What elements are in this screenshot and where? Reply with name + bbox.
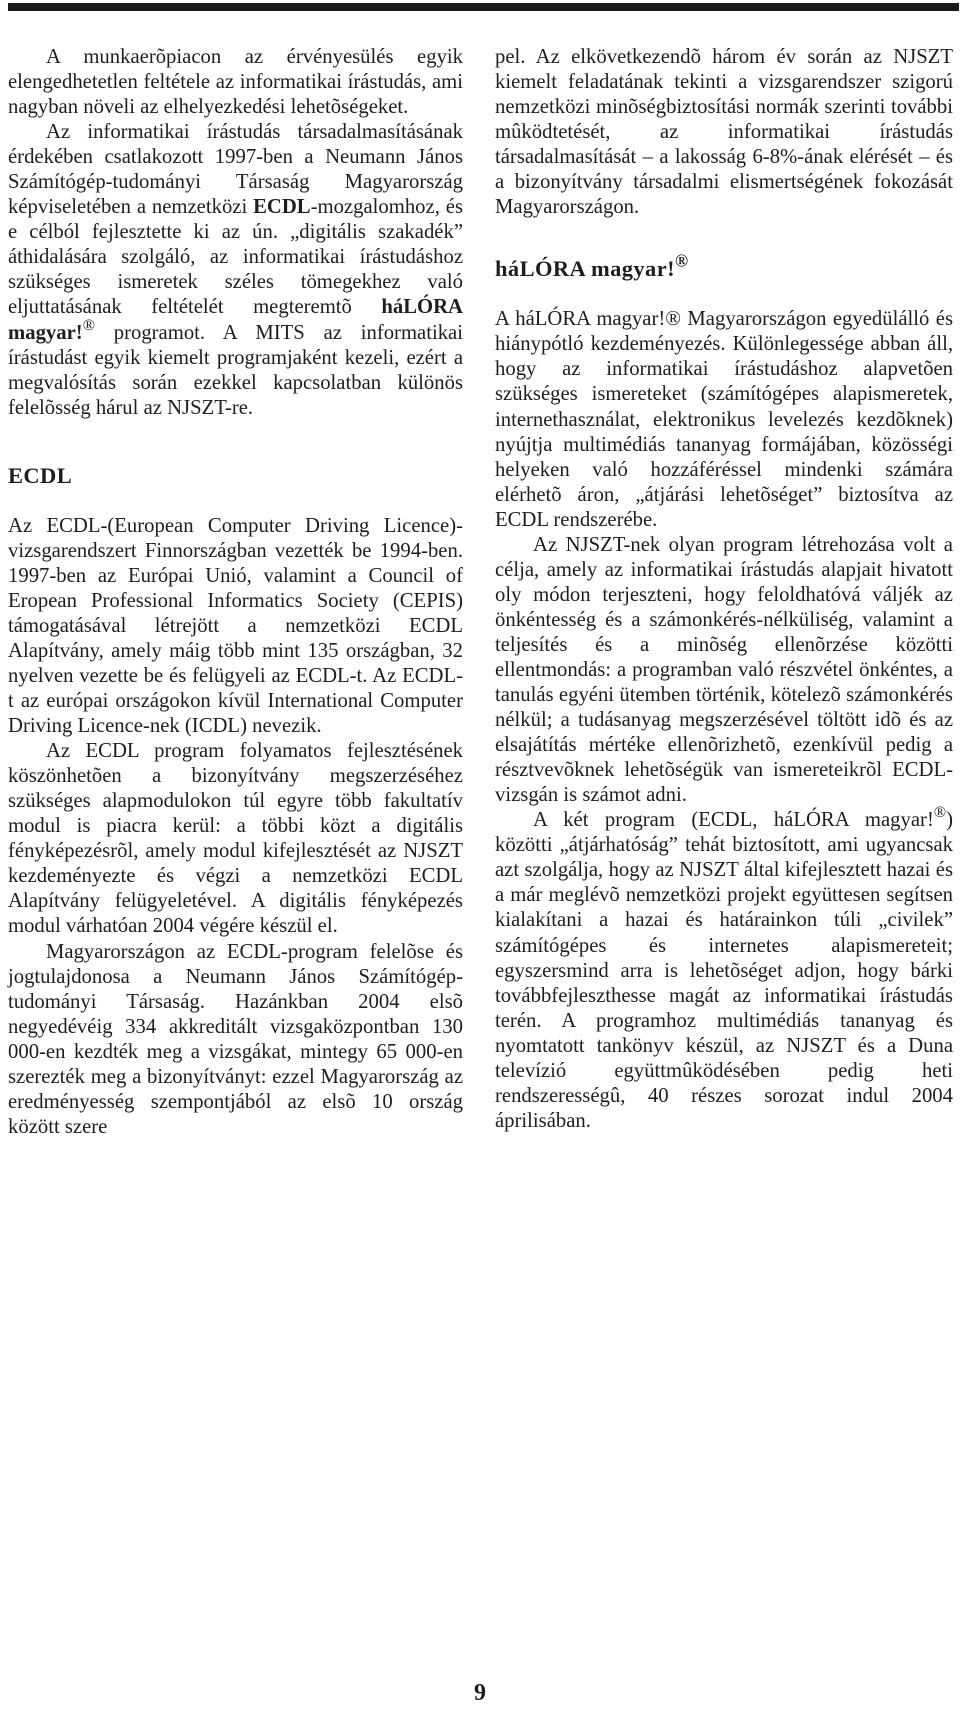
paragraph-continuation: pel. Az elkövetkezendõ három év során az NJSZT kiemelt feladatának tekinti a vizsgarendszer szigorú nemzetközi minõségbiztosítási normák szerinti további mûködtetését, az informatikai írástudás társadalmasítását – a lakosság 6-8%-ának elérését – és a bizonyítvány társadalmi elismertségének fokozását Magyarországon.	[495, 46, 953, 219]
text: A két program (ECDL, háLÓRA magyar!	[533, 809, 934, 832]
heading-halora	[495, 250, 953, 282]
page-number: 9	[474, 1680, 486, 1706]
paragraph-ecdl-development: Az ECDL program folyamatos fejlesztésének köszönhetõen a bizonyítvány megszerzéséhez szükséges alapmodulokon túl egyre több fakultatív modul is piacra kerül: a többi közt a digitális fényképezésrõl, amely modul kifejlesztését az NJSZT kezdeményezte és végzi a nemzetközi ECDL Alapítvány felügyeletével. A digitális fényképezés modul várhatóan 2004 végére készül el.	[8, 740, 463, 938]
heading-text: háLÓRA magyar!	[495, 256, 675, 282]
right-column	[495, 45, 953, 1134]
registered-mark: ®	[82, 316, 95, 334]
ecdl-bold: ECDL	[253, 196, 311, 219]
text: programot. A MITS az informatikai írástudást egyik kiemelt programjaként kezeli, ezért a megvalósítás során ezekkel kapcsolatban különös felelõsség hárul az NJSZT-re.	[8, 321, 463, 419]
registered-mark: ®	[933, 804, 947, 822]
paragraph-ecdl-hungary: Magyarországon az ECDL-program felelõse és jogtulajdonosa a Neumann János Számítógép-tudományi Társaság. Hazánkban 2004 elsõ negyedévéig 334 akkreditált vizsgaközpontban 130 000-en kezdték meg a vizsgákat, mintegy 65 000-en szerezték meg a bizonyítványt: ezzel Magyarország az eredményesség szempontjából az elsõ 10 ország között szere	[8, 940, 463, 1138]
text: ) közötti „átjárhatóság” tehát biztosított, ami ugyancsak azt szolgálja, hogy az NJSZT által kifejlesztett hazai és a már meglévõ nemzetközi projekt együttesen segítsen kialakítani a hazai és határainkon túli „civilek” számítógépes és internetes alapismereteit; egyszersmind arra is lehetõséget adjon, hogy bárki továbbfejleszthesse magát az informatikai írástudás terén. A programhoz multimédiás tananyag és nyomtatott tankönyv készül, az NJSZT és a Duna televízió együttmûködésében pedig heti rendszerességû, 40 részes sorozat indul 2004 áprilisában.	[495, 809, 953, 1132]
halora-brand: háLÓRA magyar!	[8, 296, 463, 344]
paragraph-njszt-goal: Az NJSZT-nek olyan program létrehozása volt a célja, amely az informatikai írástudás alapjait hivatott oly módon terjeszteni, hogy feloldhatóvá váljék az önkéntesség és a számonkérés-nélküliség, valamint a teljesítés és a minõség ellenõrzése közötti ellentmondás: a programban való részvétel önkéntes, a tanulás egyéni ütemben történik, kötelezõ számonkérés nélkül; a tudásanyag megszerzésével töltött idõ és az elsajátítás mértéke ellenõrizhetõ, ezenkívül pedig a résztvevõknek lehetõségük van ismereteikrõl ECDL-vizsgán is számot adni.	[495, 533, 953, 807]
left-column	[8, 45, 463, 1140]
paragraph-two-programs	[495, 804, 953, 1134]
registered-mark: ®	[674, 250, 689, 271]
text: -mozgalomhoz, és e célból fejlesztette ki az ún. „digitális szakadék” áthidalására szolgáló, az informatikai írástudáshoz szükséges ismeretek széles tömegekhez való eljuttatásának feltételét megteremtõ	[8, 196, 463, 319]
paragraph-halora-intro: A háLÓRA magyar!® Magyarországon egyedülálló és hiánypótló kezdeményezés. Különlegessége abban áll, hogy az informatikai írástudáshoz alapvetõen szükséges ismereteket (számítógépes alapismeretek, internethasználat, elektronikus levelezés kezdõknek) nyújtja multimédiás tananyag formájában, közösségi helyeken való hozzáféréssel mindenki számára elérhetõ áron, „átjárási lehetõséget” biztosítva az ECDL rendszerébe.	[495, 308, 953, 531]
top-rule	[8, 3, 959, 11]
paragraph-njszt-ecdl	[8, 120, 463, 421]
paragraph-ecdl-history: Az ECDL-(European Computer Driving Licence)-vizsgarendszert Finnországban vezették be 1994-ben. 1997-ben az Európai Unió, valamint a Council of Eropean Professional Informatics Society (CEPIS) támogatásával létrejött a nemzetközi ECDL Alapítvány, amely máig több mint 135 országban, 32 nyelven vezette be és felügyeli az ECDL-t. Az ECDL-t az európai országokon kívül International Computer Driving Licence-nek (ICDL) nevezik.	[8, 514, 463, 738]
heading-ecdl: ECDL	[8, 462, 73, 488]
text: Az informatikai írástudás társadalmasításának érdekében csatlakozott 1997-ben a Neumann János Számítógép-tudományi Társaság Magyarország képviseletében a nemzetközi	[8, 121, 463, 219]
paragraph-intro: A munkaerõpiacon az érvényesülés egyik elengedhetetlen feltétele az informatikai írástudás, ami nagyban növeli az elhelyezkedési lehetõségeket.	[8, 46, 463, 119]
